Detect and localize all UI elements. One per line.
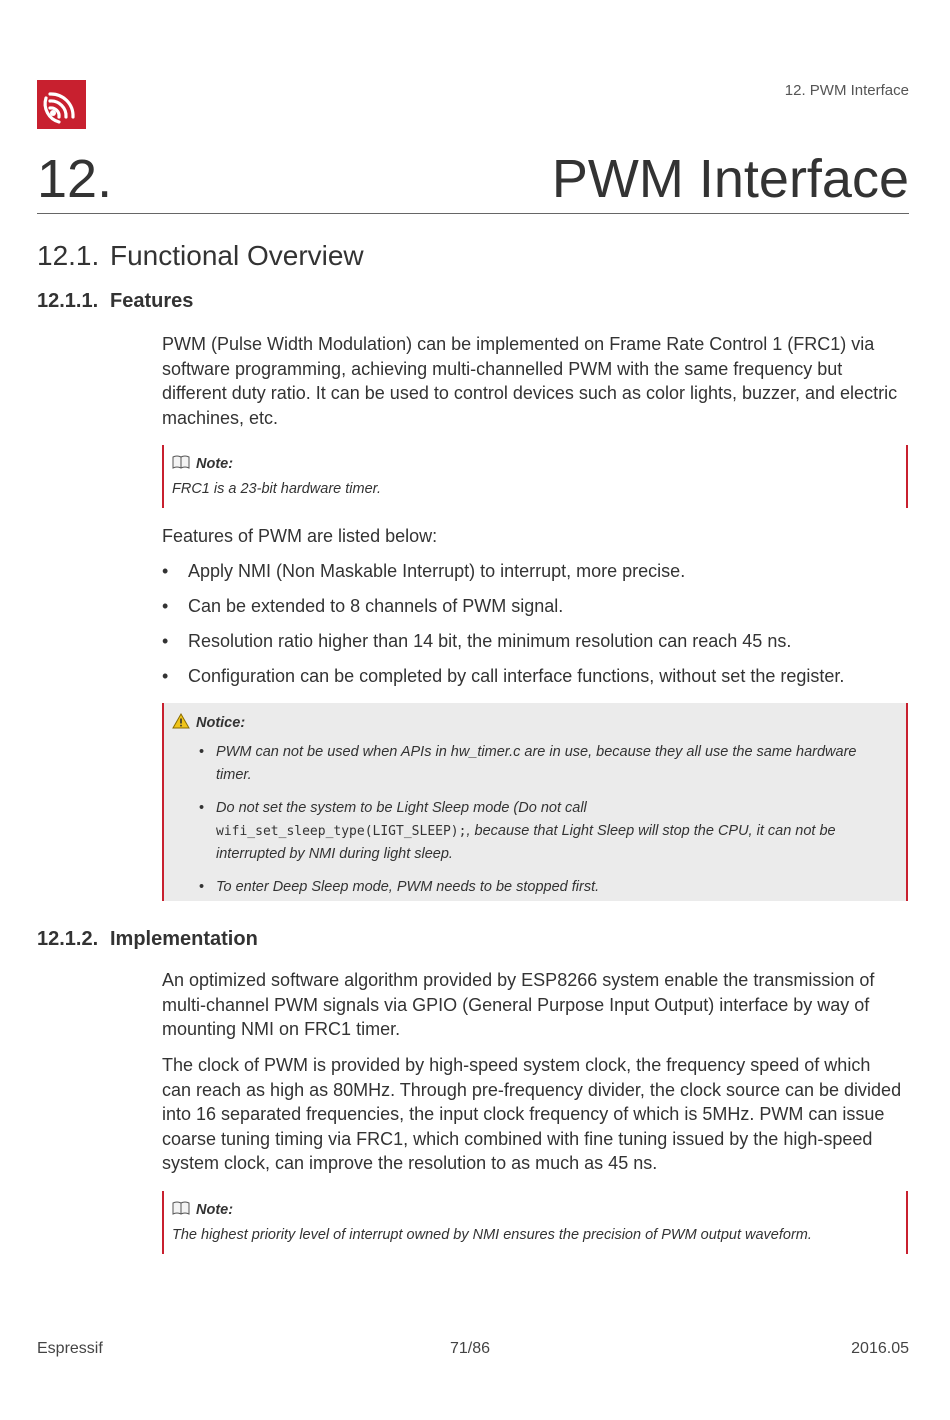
footer-company: Espressif <box>37 1340 103 1357</box>
notice-box <box>162 703 908 901</box>
list-item: • Resolution ratio higher than 14 bit, the minimum resolution can reach 45 ns. <box>162 629 902 664</box>
footer-date: 2016.05 <box>851 1340 909 1357</box>
features-list <box>162 559 902 699</box>
chapter-title: PWM Interface <box>551 149 909 209</box>
running-header: 12. PWM Interface <box>784 82 909 99</box>
note-text: The highest priority level of interrupt owned by NMI ensures the precision of PWM output waveform. <box>172 1227 812 1243</box>
implementation-paragraph-1: An optimized software algorithm provided by ESP8266 system enable the transmission of multi-channel PWM signals via GPIO (General Purpose Input Output) interface by way of mounting NMI on FRC1 timer. <box>162 970 875 1039</box>
subsection-title: Implementation <box>110 928 258 950</box>
section-number: 12.1. <box>37 240 100 271</box>
features-intro-paragraph: PWM (Pulse Width Modulation) can be implemented on Frame Rate Control 1 (FRC1) via software programming, achieving multi-channelled PWM with the same frequency but different duty ratio. It can be used to control devices such as color lights, buzzer, and electric machines, etc. <box>162 334 898 428</box>
book-icon <box>172 455 190 473</box>
list-item: • To enter Deep Sleep mode, PWM needs to be stopped first. <box>172 876 906 899</box>
subsection-title: Features <box>110 290 194 312</box>
subsection-heading-features <box>37 290 193 313</box>
espressif-logo <box>37 80 86 129</box>
list-item: • Configuration can be completed by call interface functions, without set the register. <box>162 664 902 699</box>
code-snippet: wifi_set_sleep_type(LIGT_SLEEP); <box>216 824 467 839</box>
footer-page-number: 71/86 <box>450 1340 491 1357</box>
note-box <box>162 445 908 508</box>
note-box <box>162 1191 908 1254</box>
list-item: • PWM can not be used when APIs in hw_timer.c are in use, because they all use the same hardware timer. <box>172 741 906 787</box>
section-heading-overview <box>37 240 364 272</box>
warning-icon <box>172 713 190 733</box>
note-title: Note: <box>172 1201 906 1219</box>
subsection-heading-implementation <box>37 928 258 951</box>
list-item: • Apply NMI (Non Maskable Interrupt) to interrupt, more precise. <box>162 559 902 594</box>
section-title: Functional Overview <box>110 240 364 271</box>
list-item: • Can be extended to 8 channels of PWM signal. <box>162 594 902 629</box>
features-list-intro: Features of PWM are listed below: <box>162 526 438 546</box>
notice-list <box>172 741 906 899</box>
chapter-heading <box>37 145 909 214</box>
implementation-paragraph-2: The clock of PWM is provided by high-speed system clock, the frequency speed of which can reach as high as 80MHz. Through pre-frequency divider, the clock source can be divided into 16 separated frequencies, the input clock frequency of which is 5MHz. PWM can issue coarse tuning timing via FRC1, which combined with fine tuning issued by the high-speed system clock, can improve the resolution to as much as 45 ns. <box>162 1055 902 1173</box>
subsection-number: 12.1.1. <box>37 290 99 312</box>
book-icon <box>172 1201 190 1219</box>
list-item: • Do not set the system to be Light Sleep mode (Do not call wifi_set_sleep_type(LIGT_SLEEP);, because that Light Sleep will stop the CPU, it can not be interrupted by NMI during light sleep. <box>172 797 906 866</box>
chapter-number: 12. <box>37 149 113 209</box>
notice-title: Notice: <box>172 713 906 733</box>
subsection-number: 12.1.2. <box>37 928 99 950</box>
note-title: Note: <box>172 455 906 473</box>
note-text: FRC1 is a 23-bit hardware timer. <box>172 481 381 497</box>
